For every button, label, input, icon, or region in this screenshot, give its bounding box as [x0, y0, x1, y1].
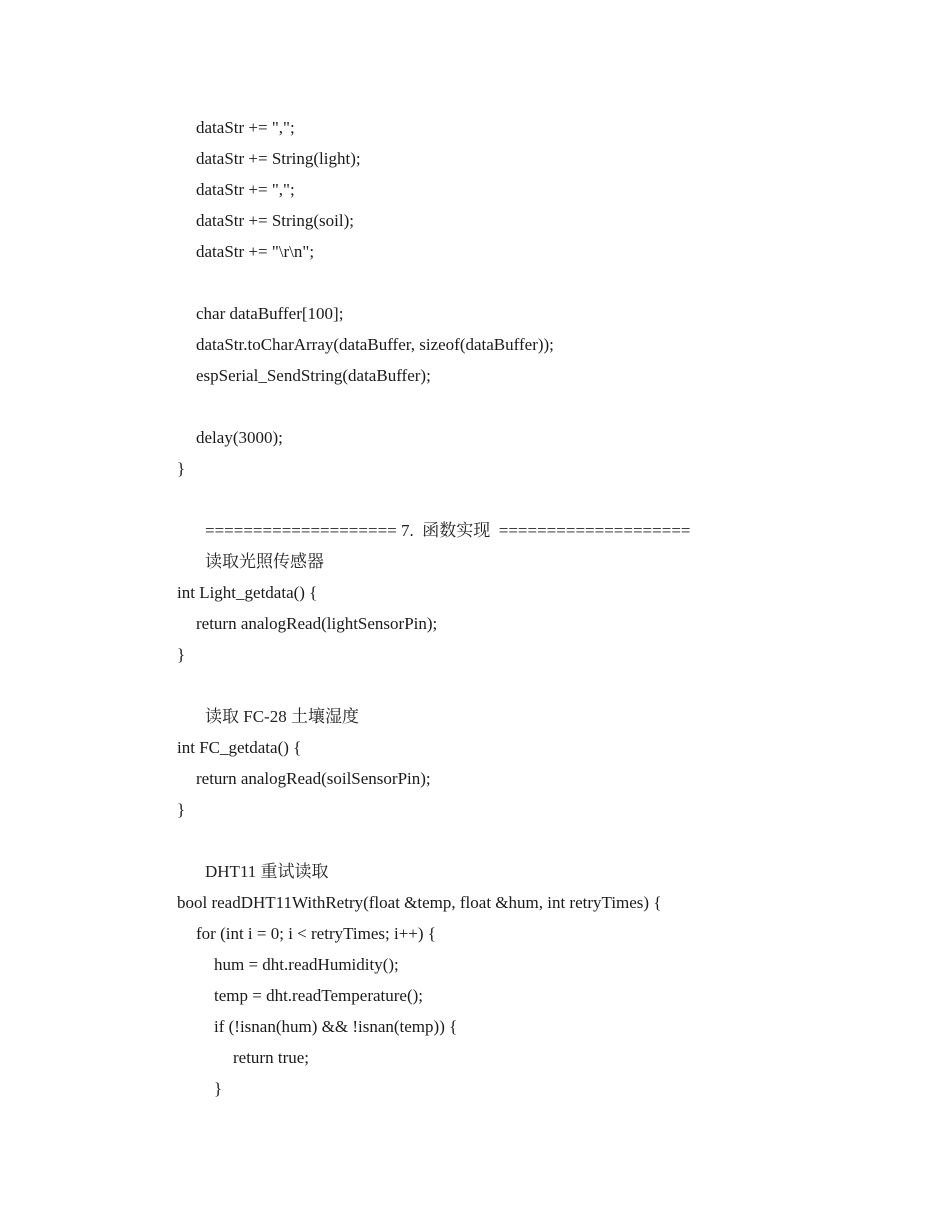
code-line: temp = dht.readTemperature(); — [214, 986, 423, 1005]
code-line: } — [177, 459, 186, 478]
code-line: return analogRead(soilSensorPin); — [196, 769, 431, 788]
code-line: dataStr += String(soil); — [196, 211, 354, 230]
comment-line: 读取光照传感器 — [205, 552, 324, 571]
code-line: if (!isnan(hum) && !isnan(temp)) { — [214, 1017, 458, 1036]
code-line: dataStr += String(light); — [196, 149, 361, 168]
code-line: } — [177, 800, 186, 819]
comment-line: DHT11 重试读取 — [205, 862, 329, 881]
code-line: dataStr += ","; — [196, 180, 295, 199]
blank-line — [177, 484, 877, 515]
code-line: char dataBuffer[100]; — [196, 304, 344, 323]
code-line: delay(3000); — [196, 428, 283, 447]
blank-line — [177, 670, 877, 701]
code-line: } — [214, 1079, 223, 1098]
blank-line — [177, 267, 877, 298]
code-line: dataStr += ","; — [196, 118, 295, 137]
comment-line: 读取 FC-28 土壤湿度 — [205, 707, 359, 726]
blank-line — [177, 825, 877, 856]
code-listing — [177, 112, 877, 1104]
code-line: espSerial_SendString(dataBuffer); — [196, 366, 431, 385]
blank-line — [177, 391, 877, 422]
code-line: } — [177, 645, 186, 664]
code-line: dataStr.toCharArray(dataBuffer, sizeof(dataBuffer)); — [196, 335, 554, 354]
code-line: hum = dht.readHumidity(); — [214, 955, 399, 974]
code-line: return analogRead(lightSensorPin); — [196, 614, 438, 633]
code-line: int FC_getdata() { — [177, 738, 302, 757]
code-line: dataStr += "\r\n"; — [196, 242, 315, 261]
code-line: bool readDHT11WithRetry(float &temp, float &hum, int retryTimes) { — [177, 893, 662, 912]
comment-line: ==================== 7. 函数实现 ==================== — [205, 521, 691, 540]
code-line: for (int i = 0; i < retryTimes; i++) { — [196, 924, 436, 943]
code-line: int Light_getdata() { — [177, 583, 318, 602]
code-line: return true; — [233, 1048, 309, 1067]
